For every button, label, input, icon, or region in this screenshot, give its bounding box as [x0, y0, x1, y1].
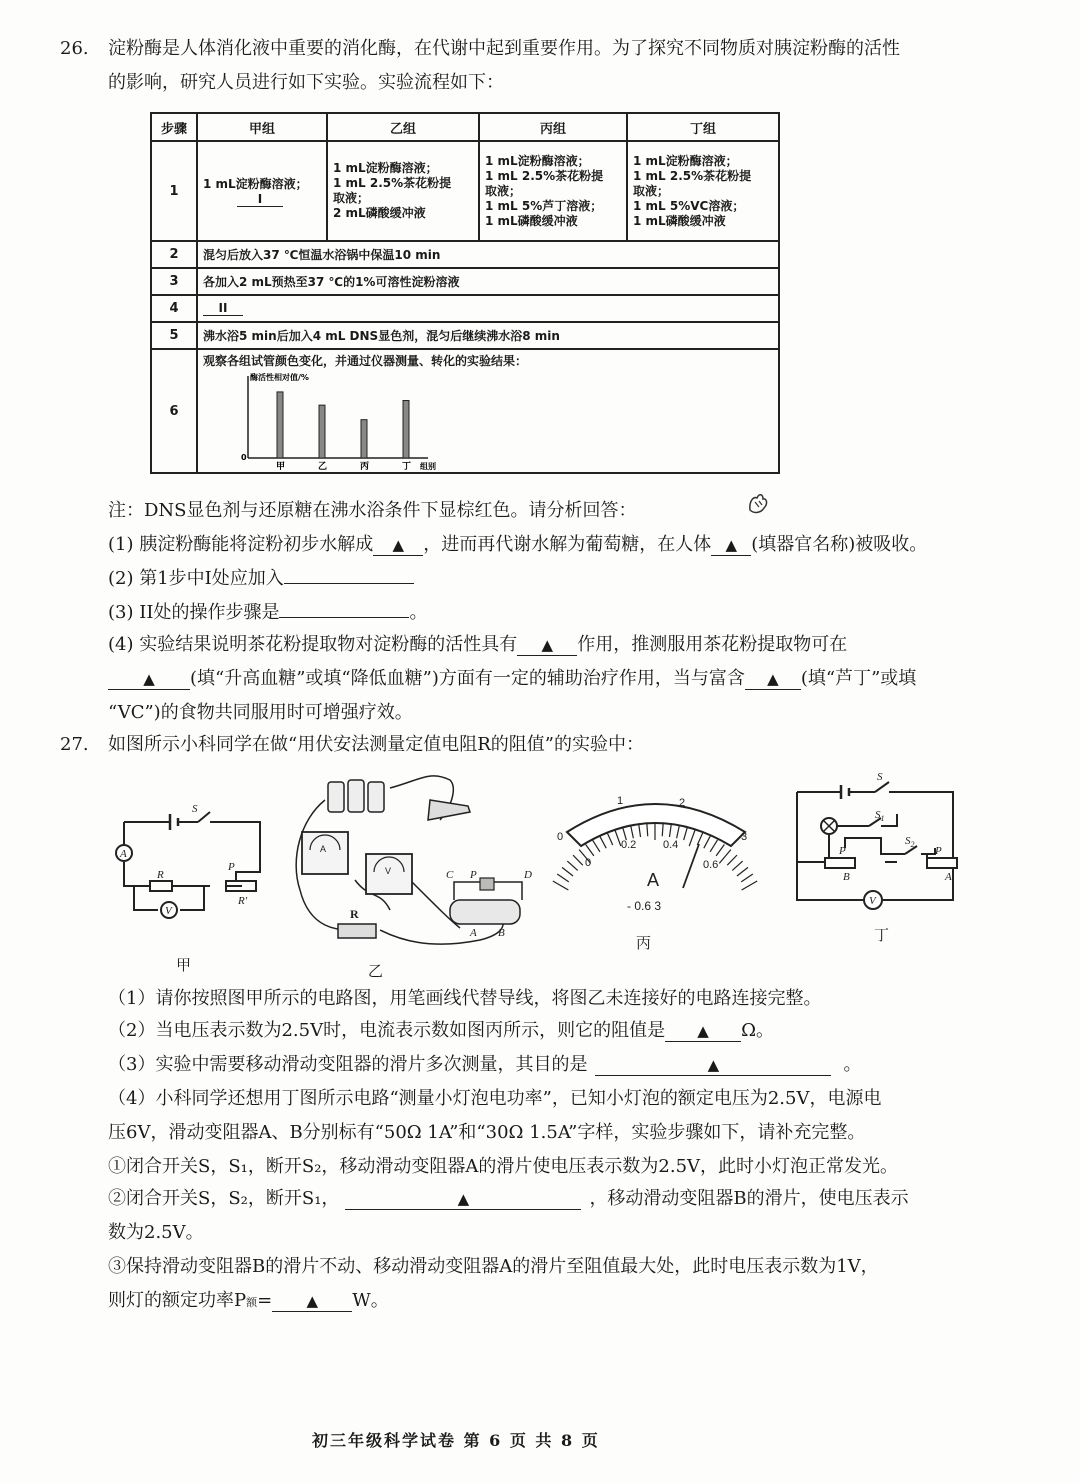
- dial-tick: [669, 823, 671, 837]
- row1-bing-line: 1 mL 2.5%茶花粉提: [485, 168, 604, 183]
- dial-tick: [630, 825, 633, 839]
- row1-yi-line: 1 mL淀粉酶溶液；: [333, 161, 438, 175]
- q26-q1: [108, 532, 927, 558]
- dial-tick: [704, 836, 711, 848]
- q27-q2-text-a: （2）当电压表示数为2.5V时，电流表示数如图丙所示，则它的阻值是: [108, 1020, 666, 1041]
- row3-text: 各加入2 mL预热至37 ℃的1%可溶性淀粉溶液: [197, 268, 779, 295]
- table-header-jia: 甲组: [197, 113, 327, 141]
- q27-q4-step3-sub: 额: [246, 1296, 258, 1309]
- battery-icon: [368, 782, 384, 812]
- ammeter-device-label: A: [320, 844, 327, 854]
- fig-label-bing: 丙: [636, 934, 652, 952]
- fig-label-ding: 丁: [874, 926, 890, 944]
- terminal-b-label: B: [498, 927, 505, 939]
- q27-q2: [108, 1018, 774, 1044]
- q27-q3-text-a: （3）实验中需要移动滑动变阻器的滑片多次测量，其目的是: [108, 1054, 588, 1075]
- tick-top-1: 1: [617, 795, 624, 807]
- q26-note: 注：DNS显色剂与还原糖在沸水浴条件下显棕红色。请分析回答：: [108, 500, 637, 521]
- s1-sub: 1: [880, 814, 885, 823]
- tick-top-0: 0: [557, 831, 564, 843]
- row6-cell: [197, 349, 779, 473]
- switch-label: S: [192, 803, 198, 815]
- resistor-r: [150, 881, 172, 891]
- table-header-bing: 丙组: [479, 113, 627, 141]
- fig-label-jia: 甲: [176, 956, 192, 974]
- row2-step: 2: [151, 241, 197, 268]
- q27-q4-step3-cont: [108, 1288, 389, 1316]
- triangle-icon: ▲: [541, 636, 553, 654]
- q27-intro: 如图所示小科同学在做“用伏安法测量定值电阻R的阻值”的实验中：: [108, 734, 644, 755]
- answer-blank[interactable]: [108, 669, 190, 690]
- dial-tick: [639, 823, 641, 837]
- bar-3: [361, 420, 367, 458]
- dial-tick: [573, 855, 583, 865]
- y-axis-label: 酶活性相对值/%: [250, 373, 309, 382]
- battery-icon: [348, 780, 364, 812]
- q26-q4-text-d: (填“芦丁”或填: [800, 668, 917, 689]
- slider-b-label: P: [839, 845, 846, 857]
- dial-tick: [592, 840, 599, 852]
- bar-1: [277, 392, 283, 458]
- dial-tick: [742, 881, 758, 890]
- tick-top-2: 2: [679, 797, 686, 809]
- needle: [683, 844, 699, 888]
- dial-tick: [557, 874, 569, 882]
- switch-s-label: S: [877, 771, 883, 783]
- q26-q4-line1: [108, 632, 847, 658]
- resistor-device-label: R: [350, 907, 359, 921]
- terminal-c-label: C: [446, 869, 454, 881]
- q26-intro-line2: 的影响，研究人员进行如下实验。实验流程如下：: [108, 72, 504, 93]
- row1-yi-line: 取液；: [333, 191, 370, 205]
- hand-icon: [745, 490, 771, 516]
- q27-number: 27.: [60, 734, 89, 755]
- dial-unit: A: [647, 870, 660, 890]
- q26-q2: [108, 566, 414, 592]
- bar-2: [319, 405, 325, 458]
- fig-label-yi: 乙: [368, 962, 384, 980]
- answer-blank[interactable]: [373, 535, 423, 556]
- dial-tick: [615, 829, 621, 846]
- dial-tick: [737, 867, 748, 876]
- slider-a-label: P: [935, 845, 942, 857]
- row1-bing-line: 取液；: [485, 183, 522, 198]
- answer-blank[interactable]: [745, 669, 801, 690]
- q26-q3-text-b: 。: [409, 602, 428, 623]
- q27-q3-text-b: 。: [843, 1054, 862, 1075]
- answer-blank[interactable]: [517, 635, 577, 656]
- x-tick-label: 丁: [402, 462, 412, 472]
- table-header-step: 步骤: [151, 113, 197, 141]
- row6-text: 观察各组试管颜色变化，并通过仪器测量、转化的实验结果：: [203, 354, 528, 368]
- answer-blank[interactable]: [284, 583, 414, 584]
- dial-tick: [553, 881, 569, 890]
- dial-tick: [697, 832, 703, 845]
- row6-step: 6: [151, 349, 197, 473]
- row1-ding-line: 取液；: [633, 183, 670, 198]
- rheostat-a-label: A: [945, 871, 952, 883]
- dial-tick: [622, 827, 626, 840]
- rheostat-b: [825, 858, 855, 868]
- dial-tick: [607, 832, 613, 845]
- q27-q4-step1: ①闭合开关S，S₁，断开S₂，移动滑动变阻器A的滑片使电压表示数为2.5V，此时小灯泡正常发光。: [108, 1156, 899, 1177]
- row3-step: 3: [151, 268, 197, 295]
- row1-yi-cell: [327, 141, 479, 241]
- tick-bottom-0: 0: [585, 857, 592, 869]
- q27-q4-step2-cont: 数为2.5V。: [108, 1222, 204, 1243]
- s2-main: S: [905, 835, 911, 847]
- dial-tick: [732, 861, 742, 870]
- q26-q4-text-a: (4) 实验结果说明茶花粉提取物对淀粉酶的活性具有: [108, 634, 518, 655]
- q26-number: 26.: [60, 38, 89, 59]
- physical-circuit-yi: [280, 760, 540, 960]
- tick-bottom-02: 0.2: [621, 839, 637, 851]
- q27-q2-text-b: Ω。: [741, 1020, 775, 1041]
- answer-blank[interactable]: [345, 1189, 581, 1210]
- x-tick-label: 甲: [276, 462, 286, 472]
- dial-tick: [689, 829, 695, 846]
- dial-tick: [647, 822, 648, 836]
- triangle-icon: ▲: [725, 536, 737, 554]
- dial-terminals: - 0.6 3: [627, 899, 662, 913]
- triangle-icon: ▲: [392, 536, 404, 554]
- row1-ding-cell: [627, 141, 779, 241]
- origin-label: 0: [241, 453, 247, 462]
- slider-label: P: [228, 861, 235, 873]
- dial-tick: [719, 850, 731, 864]
- bar-4: [403, 401, 409, 458]
- q27-q4-line1: （4）小科同学还想用丁图所示电路“测量小灯泡电功率”，已知小灯泡的额定电压为2.5V，电源电: [108, 1088, 882, 1109]
- tick-bottom-04: 0.4: [663, 839, 679, 851]
- triangle-icon: ▲: [306, 1292, 318, 1310]
- terminal-p-label: P: [470, 869, 477, 881]
- resistor-label: R: [157, 869, 164, 881]
- circuit-diagram-jia: [110, 800, 280, 930]
- triangle-icon: ▲: [707, 1056, 720, 1074]
- row1-bing-line: 1 mL淀粉酶溶液；: [485, 153, 590, 168]
- ammeter-label: A: [120, 848, 127, 860]
- x-tick-label: 丙: [360, 462, 370, 472]
- q27-q3: [108, 1052, 861, 1078]
- row1-yi-line: 2 mL磷酸缓冲液: [333, 206, 426, 220]
- switch-s1-label: [875, 809, 885, 823]
- q26-q1-text-c: (填器官名称)被吸收。: [751, 534, 928, 555]
- dial-tick: [684, 827, 688, 840]
- x-tick-label: 乙: [318, 462, 328, 472]
- table-header-yi: 乙组: [327, 113, 479, 141]
- answer-blank[interactable]: [665, 1021, 741, 1042]
- row1-ding-line: 1 mL 2.5%茶花粉提: [633, 168, 752, 183]
- battery-icon: [328, 782, 344, 812]
- row5-text: 沸水浴5 min后加入4 mL DNS显色剂，混匀后继续沸水浴8 min: [197, 322, 779, 349]
- triangle-icon: ▲: [767, 670, 779, 688]
- voltmeter-device-label: V: [385, 866, 392, 876]
- dial-tick: [600, 836, 607, 848]
- q26-q4-text-c: (填“升高血糖”或填“降低血糖”)方面有一定的辅助治疗作用，当与富含: [190, 668, 745, 689]
- dial-tick: [710, 840, 717, 852]
- rheostat-b-label: B: [843, 871, 850, 883]
- s1-main: S: [875, 809, 881, 821]
- row1-ding-line: 1 mL淀粉酶溶液；: [633, 153, 738, 168]
- q27-q4-step2-text-b: ，移动滑动变阻器B的滑片，使电压表示: [589, 1188, 909, 1209]
- q26-q4-line3: “VC”)的食物共同服用时可增强疗效。: [108, 702, 413, 723]
- q27-q4-step3-text-b: 则灯的额定功率P: [108, 1290, 247, 1311]
- q26-q1-text-a: (1) 胰淀粉酶能将淀粉初步水解成: [108, 534, 374, 555]
- dial-tick: [567, 861, 577, 870]
- table-header-ding: 丁组: [627, 113, 779, 141]
- row5-step: 5: [151, 322, 197, 349]
- resistor-device: [338, 924, 376, 938]
- dial-tick: [741, 874, 753, 882]
- terminal-d-label: D: [524, 869, 532, 881]
- rheostat-a: [927, 858, 957, 868]
- s2-sub: 2: [910, 840, 915, 849]
- q26-q3-text-a: (3) II处的操作步骤是: [108, 602, 280, 623]
- circuit-diagram-ding: [785, 771, 965, 928]
- q27-q4-line2: 压6V，滑动变阻器A、B分别标有“50Ω 1A”和“30Ω 1.5A”字样，实验步骤如下，请补充完整。: [108, 1122, 866, 1143]
- dial-tick: [677, 825, 680, 839]
- tick-top-3: 3: [741, 831, 748, 843]
- q27-q4-step3-text-d: W。: [352, 1290, 389, 1311]
- q26-q4-line2: [108, 666, 916, 692]
- triangle-icon: ▲: [457, 1190, 470, 1208]
- page-footer: 初三年级科学试卷 第 6 页 共 8 页: [312, 1431, 600, 1450]
- q27-q4-step2: [108, 1186, 909, 1212]
- dial-tick: [586, 845, 594, 856]
- triangle-icon: ▲: [697, 1022, 709, 1040]
- answer-blank[interactable]: [595, 1055, 831, 1076]
- row1-jia-cell: [197, 141, 327, 241]
- q26-q2-text: (2) 第1步中I处应加入: [108, 568, 284, 589]
- row1-bing-line: 1 mL磷酸缓冲液: [485, 213, 578, 228]
- triangle-icon: ▲: [143, 670, 155, 688]
- ammeter-dial-bing: [555, 790, 755, 930]
- answer-blank[interactable]: [711, 535, 751, 556]
- row1-bing-cell: [479, 141, 627, 241]
- switch-icon: [428, 800, 470, 820]
- q27-q4-step2-text-a: ②闭合开关S，S₂，断开S₁，: [108, 1188, 340, 1209]
- q27-q1: （1）请你按照图甲所示的电路图，用笔画线代替导线，将图乙未连接好的电路连接完整。: [108, 988, 822, 1009]
- experiment-table: [150, 112, 780, 474]
- terminal-a-label: A: [470, 927, 477, 939]
- enzyme-activity-chart: [198, 368, 436, 472]
- row4-step: 4: [151, 295, 197, 322]
- q27-q4-step3: ③保持滑动变阻器B的滑片不动、移动滑动变阻器A的滑片至阻值最大处，此时电压表示数为1V，: [108, 1256, 879, 1277]
- rheostat-device: [450, 900, 520, 924]
- switch-s2-label: [905, 835, 915, 849]
- row4-cell: [197, 295, 779, 322]
- row2-text: 混匀后放入37 ℃恒温水浴锅中保温10 min: [197, 241, 779, 268]
- row1-jia-text: 1 mL淀粉酶溶液；: [203, 177, 308, 191]
- q26-q3: [108, 600, 427, 626]
- row1-yi-line: 1 mL 2.5%茶花粉提: [333, 176, 452, 190]
- voltmeter-label: V: [165, 905, 172, 917]
- dial-tick: [716, 845, 724, 856]
- dial-tick: [562, 867, 573, 876]
- rheostat-label: R': [238, 895, 248, 907]
- row1-ding-line: 1 mL磷酸缓冲液: [633, 213, 726, 228]
- answer-blank[interactable]: [279, 617, 409, 618]
- q26-intro-line1: 淀粉酶是人体消化液中重要的消化酶，在代谢中起到重要作用。为了探究不同物质对胰淀粉酶的活性: [108, 38, 900, 59]
- q26-q1-text-b: ，进而再代谢水解为葡萄糖，在人体: [423, 534, 712, 555]
- answer-blank[interactable]: [272, 1291, 352, 1312]
- blank-I: I: [237, 192, 283, 207]
- tick-bottom-06: 0.6: [703, 859, 719, 871]
- dial-tick: [662, 822, 663, 836]
- q26-q4-text-b: 作用，推测服用茶花粉提取物可在: [577, 634, 848, 655]
- x-axis-label: 组别: [420, 462, 436, 471]
- dial-tick: [727, 855, 737, 865]
- row1-ding-line: 1 mL 5%VC溶液；: [633, 198, 745, 213]
- q27-q4-step3-text-c: =: [257, 1290, 273, 1311]
- row1-step: 1: [151, 141, 197, 241]
- blank-II: II: [203, 301, 243, 316]
- row1-bing-line: 1 mL 5%芦丁溶液；: [485, 198, 603, 213]
- voltmeter-label: V: [869, 895, 876, 907]
